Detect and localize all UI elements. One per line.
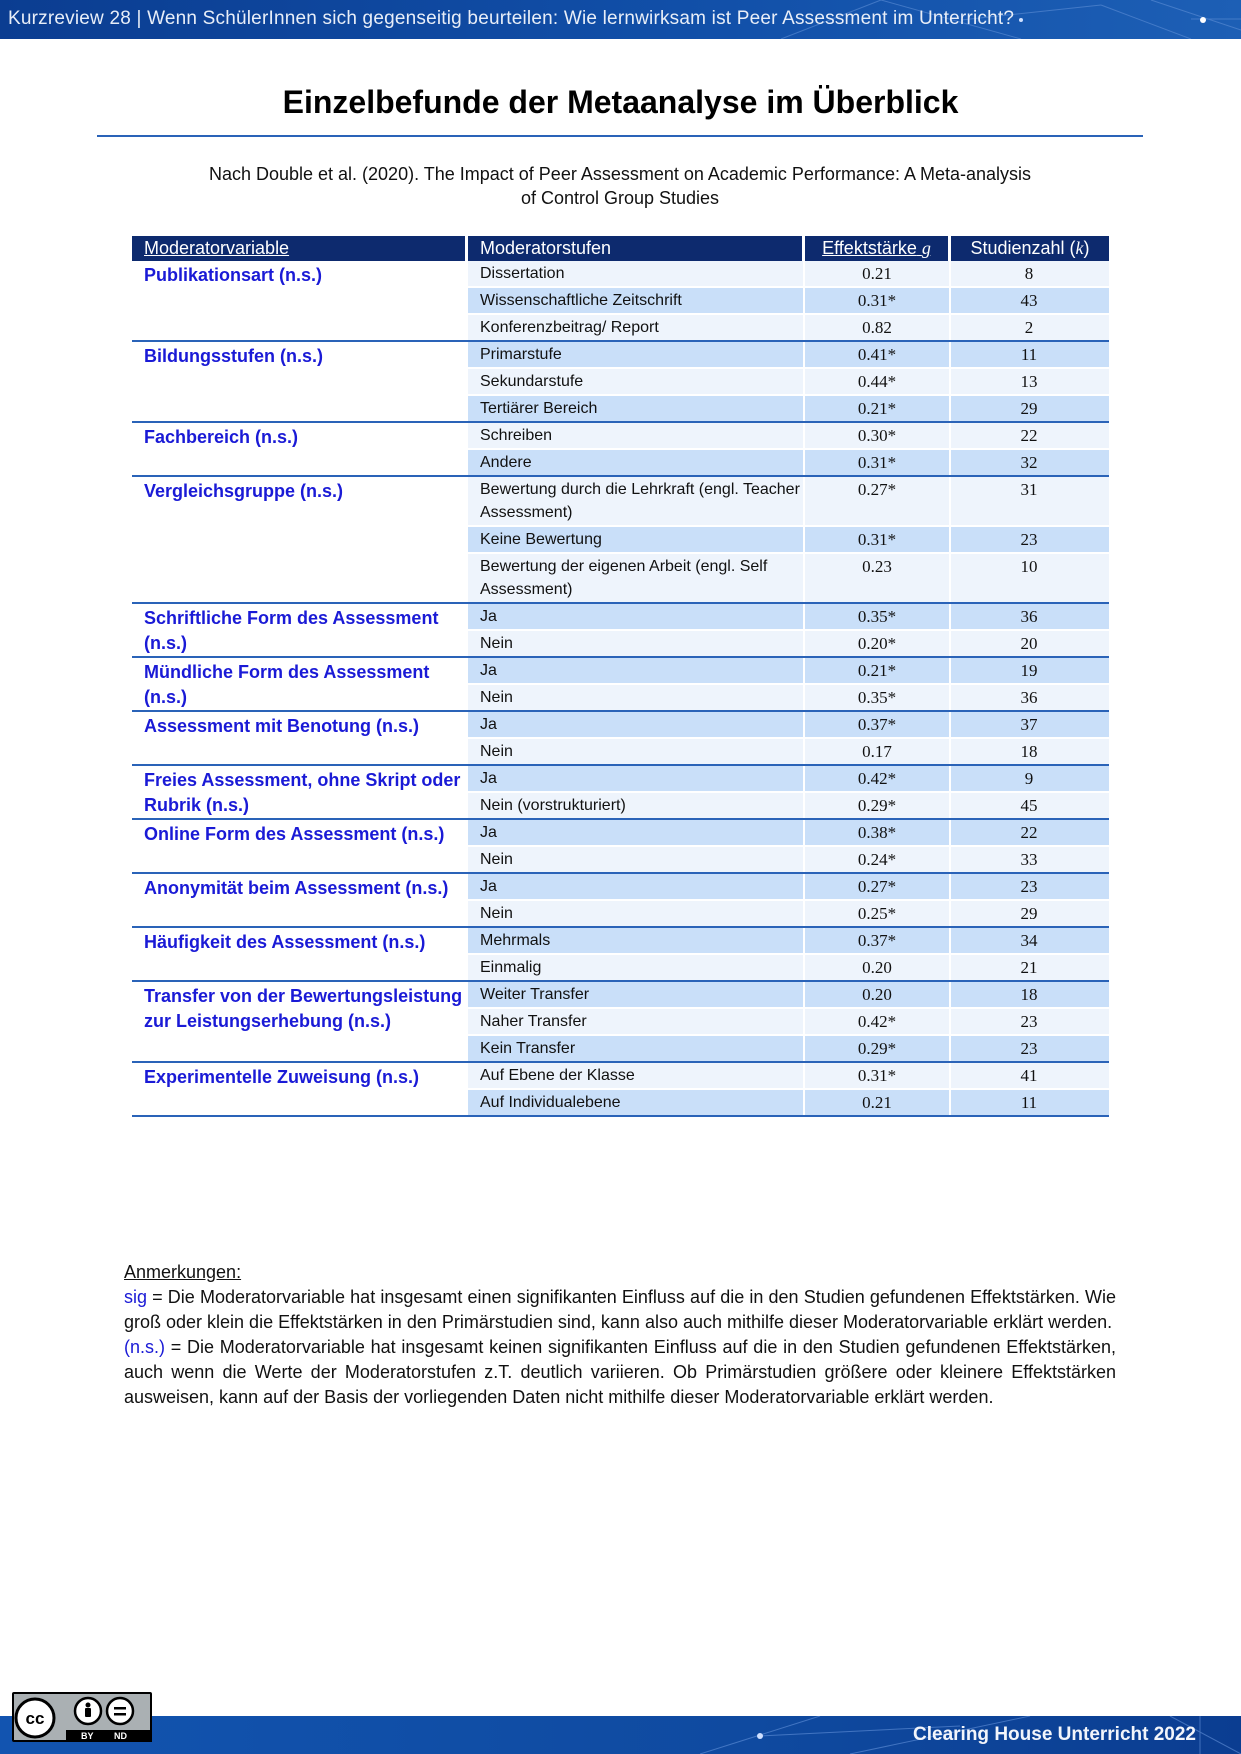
source-line-1: Nach Double et al. (2020). The Impact of Peer Assessment on Academic Performance: A Meta-analysis [208, 164, 1032, 184]
study-count-value: 11 [1020, 1093, 1038, 1112]
table-group [132, 712, 1109, 766]
note-sig-key: sig [124, 1287, 148, 1307]
moderator-variable-label: Schriftliche Form des Assessment (n.s.) [144, 608, 439, 653]
effect-size-value: 0.23 [805, 554, 951, 602]
table-row [468, 820, 1109, 845]
table-row [468, 658, 1109, 683]
moderator-variable-label: Anonymität beim Assessment (n.s.) [144, 878, 449, 898]
table-group [132, 477, 1109, 604]
table-group [132, 261, 1109, 342]
study-count-value: 34 [1020, 931, 1038, 950]
moderator-level: Weiter Transfer [468, 982, 805, 1007]
moderator-variable-label: Mündliche Form des Assessment (n.s.) [144, 662, 430, 707]
note-sig-text: = Die Moderatorvariable hat insgesamt einen signifikanten Einfluss auf die in den Studien gefundenen Effektstärken. Wie groß oder klein die Effektstärken in den Primärstudien sind, kann also auch mithilfe dieser Moderatorvariable erklärt werden. [124, 1287, 1116, 1332]
findings-table [132, 236, 1109, 1117]
moderator-level: Auf Individualebene [468, 1090, 805, 1115]
effect-size-value: 0.30* [805, 423, 951, 448]
effect-size-value: 0.27* [805, 477, 951, 525]
table-row [468, 1007, 1109, 1034]
study-count-value: 18 [1020, 742, 1038, 761]
table-group [132, 1063, 1109, 1117]
moderator-level: Schreiben [468, 423, 805, 448]
moderator-variable-label: Online Form des Assessment (n.s.) [144, 824, 445, 844]
table-row [468, 525, 1109, 552]
study-count-value: 9 [1024, 769, 1034, 788]
study-count-value: 23 [1020, 1012, 1038, 1031]
table-row [468, 313, 1109, 340]
moderator-level: Primarstufe [468, 342, 805, 367]
effect-size-value: 0.37* [805, 712, 951, 737]
moderator-variable-label: Publikationsart (n.s.) [144, 265, 323, 285]
study-count-value: 10 [1020, 557, 1038, 576]
effect-size-value: 0.29* [805, 1036, 951, 1061]
moderator-variable-label: Häufigkeit des Assessment (n.s.) [144, 932, 426, 952]
moderator-level: Nein [468, 901, 805, 926]
moderator-level: Ja [468, 658, 805, 683]
study-count-value: 19 [1020, 661, 1038, 680]
table-row [468, 394, 1109, 421]
page-title: Einzelbefunde der Metaanalyse im Überblick [282, 84, 959, 120]
table-row [468, 845, 1109, 872]
moderator-level: Konferenzbeitrag/ Report [468, 315, 805, 340]
table-group [132, 342, 1109, 423]
table-row [468, 953, 1109, 980]
study-count-value: 2 [1024, 318, 1034, 337]
study-count-value: 23 [1020, 1039, 1038, 1058]
study-count-value: 41 [1020, 1066, 1038, 1085]
study-count-value: 31 [1020, 480, 1038, 499]
table-row [468, 1063, 1109, 1088]
moderator-level: Kein Transfer [468, 1036, 805, 1061]
note-ns-text: = Die Moderatorvariable hat insgesamt keinen signifikanten Einfluss auf die in den Studien gefundenen Effektstärken, auch wenn die Werte der Moderatorstufen z.T. deutlich variieren. Ob Primärstudien größere oder kleinere Effektstärken ausweisen, kann auf der Basis der vorliegenden Daten nicht mithilfe dieser Moderatorvariable erklärt werden. [124, 1337, 1116, 1407]
note-ns [124, 1335, 1116, 1410]
effect-size-value: 0.82 [805, 315, 951, 340]
table-body [132, 261, 1109, 1117]
license-by: BY [81, 1731, 94, 1741]
effect-size-value: 0.31* [805, 288, 951, 313]
moderator-level: Keine Bewertung [468, 527, 805, 552]
notes-heading: Anmerkungen: [124, 1262, 242, 1282]
effect-size-value: 0.21* [805, 658, 951, 683]
study-count-value: 11 [1020, 345, 1038, 364]
table-row [468, 766, 1109, 791]
table-row [468, 286, 1109, 313]
header-bar [0, 0, 1241, 39]
moderator-variable-label: Experimentelle Zuweisung (n.s.) [144, 1067, 420, 1087]
effect-size-value: 0.42* [805, 1009, 951, 1034]
moderator-level: Nein [468, 739, 805, 764]
moderator-variable-label: Bildungsstufen (n.s.) [144, 346, 323, 366]
effect-size-value: 0.41* [805, 342, 951, 367]
source-citation [150, 162, 1090, 210]
study-count-value: 23 [1020, 877, 1038, 896]
effect-size-value: 0.29* [805, 793, 951, 818]
note-sig [124, 1285, 1116, 1335]
study-count-value: 13 [1020, 372, 1038, 391]
table-row [468, 791, 1109, 818]
effect-size-value: 0.20 [805, 955, 951, 980]
table-group [132, 874, 1109, 928]
effect-size-value: 0.24* [805, 847, 951, 872]
study-count-value: 23 [1020, 530, 1038, 549]
moderator-level: Naher Transfer [468, 1009, 805, 1034]
effect-size-value: 0.25* [805, 901, 951, 926]
study-count-value: 45 [1020, 796, 1038, 815]
title-divider [97, 135, 1143, 137]
license-nd: ND [114, 1731, 127, 1741]
effect-size-value: 0.21* [805, 396, 951, 421]
table-row [468, 261, 1109, 286]
footer-bar [0, 1716, 1241, 1754]
notes-section [124, 1260, 1116, 1410]
table-row [468, 552, 1109, 602]
table-header [132, 236, 1109, 261]
effect-size-value: 0.38* [805, 820, 951, 845]
moderator-level: Wissenschaftliche Zeitschrift [468, 288, 805, 313]
effect-size-value: 0.44* [805, 369, 951, 394]
table-row [468, 423, 1109, 448]
table-group [132, 928, 1109, 982]
header-moderator-variable: Moderatorvariable [132, 236, 468, 261]
effect-size-value: 0.31* [805, 1063, 951, 1088]
moderator-level: Nein [468, 685, 805, 710]
moderator-variable-label: Transfer von der Bewertungsleistung zur Leistungserhebung (n.s.) [144, 986, 463, 1031]
table-row [468, 874, 1109, 899]
study-count-value: 33 [1020, 850, 1038, 869]
study-count-value: 29 [1020, 904, 1038, 923]
table-row [468, 928, 1109, 953]
table-row [468, 448, 1109, 475]
footer-label: Clearing House Unterricht 2022 [913, 1724, 1196, 1745]
study-count-value: 22 [1020, 426, 1038, 445]
moderator-level: Auf Ebene der Klasse [468, 1063, 805, 1088]
svg-text:cc: cc [25, 1709, 45, 1728]
study-count-value: 21 [1020, 958, 1038, 977]
study-count-value: 8 [1024, 264, 1034, 283]
study-count-value: 36 [1020, 607, 1038, 626]
moderator-level: Ja [468, 874, 805, 899]
moderator-level: Dissertation [468, 261, 805, 286]
table-group [132, 766, 1109, 820]
header-study-count: Studienzahl (k) [951, 236, 1109, 261]
cc-license-badge [12, 1692, 152, 1742]
header-moderator-levels: Moderatorstufen [468, 236, 805, 261]
moderator-level: Tertiärer Bereich [468, 396, 805, 421]
moderator-level: Nein [468, 631, 805, 656]
study-count-value: 37 [1020, 715, 1038, 734]
study-count-value: 29 [1020, 399, 1038, 418]
moderator-variable-label: Fachbereich (n.s.) [144, 427, 299, 447]
table-row [468, 604, 1109, 629]
table-row [468, 629, 1109, 656]
effect-size-value: 0.31* [805, 527, 951, 552]
effect-size-value: 0.20* [805, 631, 951, 656]
effect-size-value: 0.20 [805, 982, 951, 1007]
study-count-value: 43 [1020, 291, 1038, 310]
table-row [468, 367, 1109, 394]
moderator-level: Andere [468, 450, 805, 475]
effect-size-value: 0.35* [805, 604, 951, 629]
effect-size-value: 0.21 [805, 1090, 951, 1115]
effect-size-value: 0.35* [805, 685, 951, 710]
table-row [468, 712, 1109, 737]
moderator-variable-label: Freies Assessment, ohne Skript oder Rubrik (n.s.) [144, 770, 461, 815]
study-count-value: 18 [1020, 985, 1038, 1004]
table-row [468, 1088, 1109, 1115]
note-ns-key: (n.s.) [124, 1337, 166, 1357]
moderator-level: Einmalig [468, 955, 805, 980]
study-count-value: 22 [1020, 823, 1038, 842]
table-row [468, 899, 1109, 926]
table-group [132, 658, 1109, 712]
moderator-level: Ja [468, 766, 805, 791]
moderator-level: Sekundarstufe [468, 369, 805, 394]
moderator-variable-label: Vergleichsgruppe (n.s.) [144, 481, 344, 501]
moderator-level: Bewertung der eigenen Arbeit (engl. Self Assessment) [468, 554, 805, 602]
table-row [468, 683, 1109, 710]
table-group [132, 820, 1109, 874]
moderator-level: Ja [468, 820, 805, 845]
effect-size-value: 0.37* [805, 928, 951, 953]
running-title: Kurzreview 28 | Wenn SchülerInnen sich gegenseitig beurteilen: Wie lernwirksam ist Peer Assessment im Unterricht? [8, 8, 1015, 29]
table-row [468, 982, 1109, 1007]
effect-size-value: 0.31* [805, 450, 951, 475]
table-row [468, 737, 1109, 764]
moderator-level: Nein (vorstrukturiert) [468, 793, 805, 818]
table-row [468, 342, 1109, 367]
header-effect-size: Effektstärke g [805, 236, 951, 261]
effect-size-value: 0.27* [805, 874, 951, 899]
moderator-level: Bewertung durch die Lehrkraft (engl. Teacher Assessment) [468, 477, 805, 525]
source-line-2: of Control Group Studies [520, 188, 720, 208]
study-count-value: 20 [1020, 634, 1038, 653]
table-group [132, 982, 1109, 1063]
table-group [132, 604, 1109, 658]
study-count-value: 36 [1020, 688, 1038, 707]
moderator-level: Mehrmals [468, 928, 805, 953]
moderator-variable-label: Assessment mit Benotung (n.s.) [144, 716, 420, 736]
effect-size-value: 0.21 [805, 261, 951, 286]
table-group [132, 423, 1109, 477]
moderator-level: Ja [468, 604, 805, 629]
effect-size-value: 0.42* [805, 766, 951, 791]
moderator-level: Nein [468, 847, 805, 872]
moderator-level: Ja [468, 712, 805, 737]
table-row [468, 1034, 1109, 1061]
effect-size-value: 0.17 [805, 739, 951, 764]
nd-equals-icon [107, 1698, 133, 1724]
table-row [468, 477, 1109, 525]
study-count-value: 32 [1020, 453, 1038, 472]
